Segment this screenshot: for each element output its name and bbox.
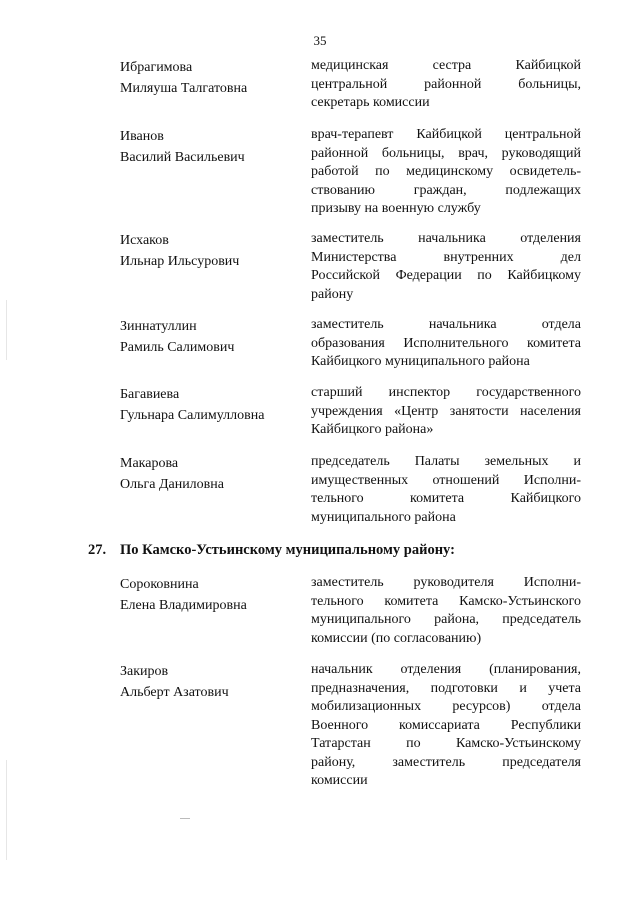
role-line: комиссии: [311, 773, 368, 788]
member-surname: Исхаков: [120, 233, 169, 248]
role-line: району: [311, 286, 354, 302]
role-line: учреждения «Центр занятости населения: [311, 403, 581, 419]
section-number: 27.: [88, 542, 107, 558]
role-line: тельного комитета Кайбицкого: [311, 491, 581, 506]
role-line: ствованию граждан, подлежащих: [311, 182, 581, 198]
section-title: По Камско-Устьинскому муниципальному району:: [120, 542, 455, 558]
role-line: председатель Палаты земельных и: [311, 454, 581, 469]
member-surname: Сороковнина: [120, 577, 199, 592]
member-name: [120, 230, 300, 272]
member-role: [311, 574, 581, 648]
role-line: Татарстан по Камско-Устьинскому: [311, 736, 581, 751]
member-name: [120, 57, 300, 99]
member-given-names: Гульнара Салимулловна: [120, 408, 265, 423]
member-surname: Макарова: [120, 456, 179, 471]
section-heading: [88, 540, 455, 560]
member-role: [311, 453, 581, 527]
scan-mark: [180, 818, 190, 819]
role-line: врач-терапевт Кайбицкой центральной: [311, 127, 581, 142]
role-line: предназначения, подготовки и учета: [311, 680, 581, 696]
member-given-names: Миляуша Талгатовна: [120, 81, 248, 96]
member-role: [311, 126, 581, 219]
role-line: муниципального района: [311, 509, 456, 525]
role-line: мобилизационных ресурсов) отдела: [311, 699, 581, 714]
role-line: муниципального района, председатель: [311, 612, 581, 627]
member-name: [120, 661, 300, 703]
member-role: [311, 384, 581, 440]
member-surname: Ибрагимова: [120, 60, 193, 75]
role-line: образования Исполнительного комитета: [311, 335, 581, 351]
role-line: районной больницы, врач, руководящий: [311, 145, 581, 161]
member-given-names: Василий Васильевич: [120, 150, 245, 165]
role-line: Кайбицкого муниципального района: [311, 354, 530, 369]
scan-edge-mark: [6, 760, 7, 860]
member-given-names: Рамиль Салимович: [120, 340, 235, 355]
member-role: [311, 661, 581, 791]
role-line: комиссии (по согласованию): [311, 630, 482, 646]
role-line: заместитель руководителя Исполни-: [311, 575, 581, 590]
member-given-names: Ольга Даниловна: [120, 477, 224, 492]
role-line: работой по медицинскому освидетель-: [311, 164, 581, 179]
member-surname: Иванов: [120, 129, 164, 144]
member-given-names: Альберт Азатович: [120, 685, 229, 700]
member-role: [311, 316, 581, 372]
role-line: центральной районной больницы,: [311, 76, 581, 92]
member-name: [120, 316, 300, 358]
role-line: заместитель начальника отдела: [311, 317, 581, 332]
member-given-names: Елена Владимировна: [120, 598, 247, 613]
role-line: Кайбицкого района»: [311, 422, 434, 437]
role-line: тельного комитета Камско-Устьинского: [311, 593, 581, 609]
member-name: [120, 126, 300, 168]
member-role: [311, 230, 581, 304]
member-surname: Зиннатуллин: [120, 319, 197, 334]
page-number: 35: [313, 33, 327, 48]
scan-edge-mark: [6, 300, 7, 360]
member-name: [120, 453, 300, 495]
role-line: Министерства внутренних дел: [311, 249, 581, 265]
role-line: старший инспектор государственного: [311, 385, 581, 400]
member-name: [120, 384, 300, 426]
role-line: Военного комиссариата Республики: [311, 717, 581, 733]
role-line: имущественных отношений Исполни-: [311, 472, 581, 488]
member-given-names: Ильнар Ильсурович: [120, 254, 240, 269]
role-line: начальник отделения (планирования,: [311, 662, 581, 677]
role-line: секретарь комиссии: [311, 95, 430, 110]
role-line: району, заместитель председателя: [311, 754, 581, 770]
member-surname: Закиров: [120, 664, 169, 679]
member-name: [120, 574, 300, 616]
role-line: медицинская сестра Кайбицкой: [311, 58, 581, 73]
role-line: заместитель начальника отделения: [311, 231, 581, 246]
member-surname: Багавиева: [120, 387, 180, 402]
member-role: [311, 57, 581, 113]
role-line: призыву на военную службу: [311, 201, 481, 216]
role-line: Российской Федерации по Кайбицкому: [311, 268, 581, 283]
